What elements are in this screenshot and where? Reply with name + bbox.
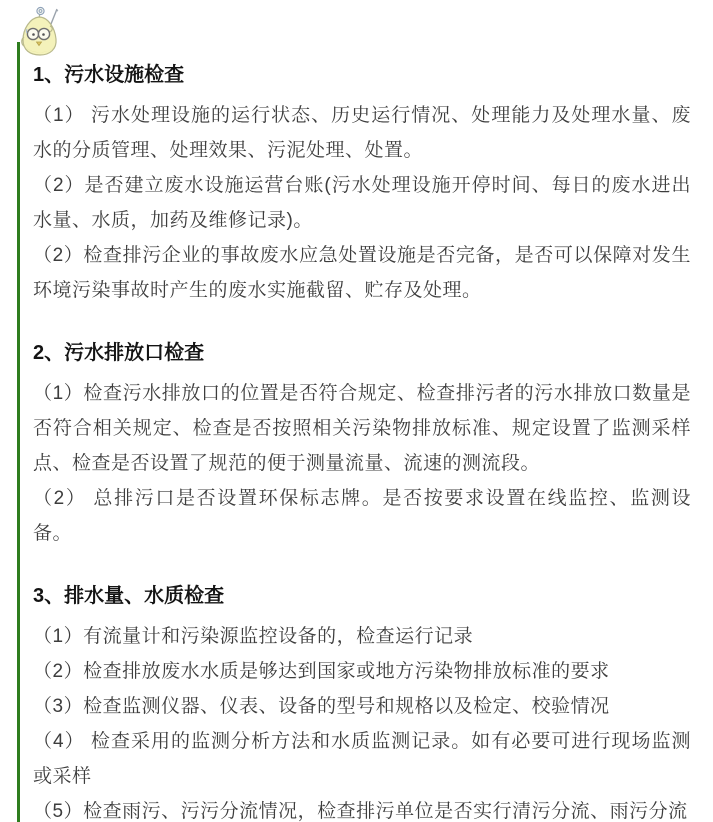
section-1-heading: 1、污水设施检查 bbox=[33, 64, 185, 86]
section-3-item-2: （2）检查排放废水水质是够达到国家或地方污染物排放标准的要求 bbox=[33, 661, 610, 682]
section-1-item-3: （2）检查排污企业的事故废水应急处置设施是否完备，是否可以保障对发生环境污染事故时产生的废水实施截留、贮存及处理。 bbox=[33, 245, 691, 301]
section-3-item-3: （3）检查监测仪器、仪表、设备的型号和规格以及检定、校验情况 bbox=[33, 696, 610, 717]
section-3-item-5: （5）检查雨污、污污分流情况，检查排污单位是否实行清污分流、雨污分流 bbox=[33, 801, 688, 822]
chick-mascot-icon bbox=[17, 5, 63, 59]
section-3-item-4: （4） 检查采用的监测分析方法和水质监测记录。如有必要可进行现场监测或采样 bbox=[33, 731, 691, 787]
section-3-item-1: （1）有流量计和污染源监控设备的，检查运行记录 bbox=[33, 626, 474, 647]
section-1-item-1: （1） 污水处理设施的运行状态、历史运行情况、处理能力及处理水量、废水的分质管理、处理效果、污泥处理、处置。 bbox=[33, 105, 691, 161]
section-3-heading: 3、排水量、水质检查 bbox=[33, 585, 225, 607]
section-1-item-2: （2）是否建立废水设施运营台账(污水处理设施开停时间、每日的废水进出水量、水质，加药及维修记录)。 bbox=[33, 175, 691, 231]
left-accent-line bbox=[17, 42, 20, 822]
article-content bbox=[33, 58, 691, 822]
section-2-item-2: （2） 总排污口是否设置环保标志牌。是否按要求设置在线监控、监测设备。 bbox=[33, 488, 691, 544]
section-2-heading: 2、污水排放口检查 bbox=[33, 342, 205, 364]
section-2-item-1: （1）检查污水排放口的位置是否符合规定、检查排污者的污水排放口数量是否符合相关规定、检查是否按照相关污染物排放标准、规定设置了监测采样点、检查是否设置了规范的便于测量流量、流速的测流段。 bbox=[33, 383, 691, 474]
chick-mascot-svg bbox=[17, 5, 63, 59]
